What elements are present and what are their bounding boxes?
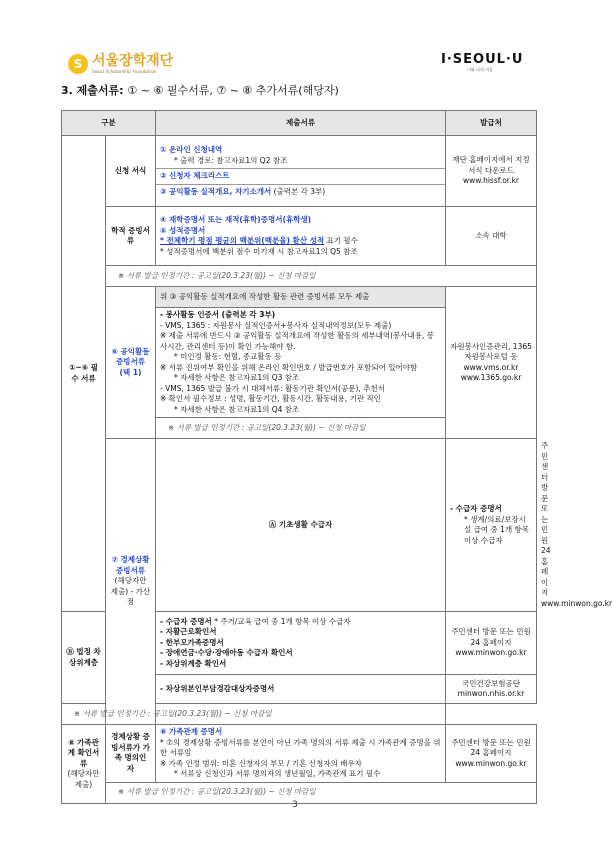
group3-documents: [156, 725, 446, 783]
public-intro: 위 ③ 공익활동 실적개요에 작성한 활동 관련 증빙서류 모두 제출: [156, 287, 446, 308]
group3-label-sub: (해당자만 제출): [67, 769, 100, 789]
group3-issuer: 주민센터 방문 또는 민원24 홈페이지 www.minwon.go.kr: [446, 725, 537, 783]
page-number: 3: [292, 800, 298, 810]
doc-see-q4: * 자세한 사항은 참고자료1의 Q4 참조: [174, 404, 300, 414]
doc-legal-cert: - 수급자 증명서: [160, 616, 212, 626]
doc-basic-note: * 생계/의료/보장시설 급여 중 1개 항목 이상 수급자: [464, 514, 530, 545]
doc-volunteer-cert: - 봉사활동 인증서 (출력본 각 3부): [160, 310, 276, 319]
group2-label: ⑦ 경제상황 증빙서류: [111, 555, 150, 575]
doc-family-range: ※ 가족 인정 범위: 미혼 신청자의 부모 / 기혼 신청자의 배우자: [160, 758, 362, 768]
doc-family-note: * 서류상 신청인과 서류 명의자의 생년월일, 가족관계 표기 필수: [174, 769, 381, 778]
academic-documents: [156, 207, 446, 266]
public-subcategory: ⑥ 공익활동 증빙서류 (택 1): [106, 287, 156, 439]
doc-family-purpose: * ⑦의 경제상황 증빙서류를 본인이 아닌 가족 명의의 서류 제출 시 가족관계 증명을 위한 서류임: [160, 737, 441, 757]
doc-confirmation-info: ※ 확인서 필수정보 : 성명, 활동기간, 활동시간, 활동내용, 기관 직인: [160, 394, 381, 403]
doc-online-application-note: * 출력 경로: 참고자료1의 Q2 참조: [174, 155, 288, 165]
legal-subcategory: Ⓑ 법정 차상위계층: [62, 612, 106, 704]
form-subcategory: 신청 서식: [106, 136, 156, 207]
foundation-logo: [68, 50, 173, 78]
table-row: [62, 136, 537, 207]
section-title-num: 3. 제출서류:: [61, 84, 124, 97]
academic-issuer: 소속 대학: [446, 207, 537, 266]
doc-see-q3: * 자세한 사항은 참고자료1의 Q3 참조: [174, 373, 300, 382]
doc-disability: - 장애연금·수당·장애아동 수급자 확인서: [160, 648, 293, 658]
doc-basic-cert: - 수급자 증명서: [450, 504, 502, 513]
doc-verification-number: ※ 서류 진위여부 확인을 위해 온라인 확인번호 / 발급번호가 포함되어 있어야함: [160, 362, 418, 372]
group3-subcategory: 경제상황 증빙서류가 가족 명의인 자: [106, 725, 156, 783]
table-row: [62, 207, 537, 266]
basic-subcategory: Ⓐ 기초생활 수급자: [156, 439, 446, 612]
doc-near-poverty: - 차상위계층 확인서: [160, 658, 227, 668]
doc-transcript: ⑤ 성적증명서: [160, 225, 206, 235]
doc-legal-cert-line: [160, 617, 441, 628]
table-row: ⑦ 경제상황 증빙서류 (해당자만 제출) - 가산점 Ⓐ 기초생활 수급자 - 수급자 증명서 * 생계/의료/보장시설 급여 중 1개 항목 이상 수급자 주민센터 방문 또는 민원24 홈페이지 www.minwon.go.kr: [62, 439, 537, 612]
table-row: [62, 704, 537, 725]
header-category: 구분: [62, 111, 156, 136]
iseoulu-logo: [441, 52, 524, 73]
group3-deadline-note: ※ 서류 발급 인정기간 : 공고일(20.3.23(월)) ~ 신청 마감일: [106, 782, 537, 803]
doc-transcript-note: * 성적증명서에 백분위 점수 미기재 시 참고자료1의 Q5 참조: [160, 246, 358, 256]
documents-table: [61, 110, 612, 804]
doc-activity-summary: ③ 공익활동 실적개요, 자기소개서: [160, 186, 272, 196]
doc-checklist: ② 신청자 체크리스트: [156, 168, 445, 182]
doc-not-accepted: * 미인정 활동: 현혈, 종교활동 등: [174, 352, 282, 361]
doc-activity-summary-note: (출력본 각 3부): [273, 186, 326, 196]
form-documents: [156, 136, 446, 207]
table-row: [62, 266, 537, 287]
doc-online-application: ① 온라인 신청내역: [160, 145, 223, 154]
academic-deadline-note: ※ 서류 발급 인정기간 : 공고일(20.3.23(월)) ~ 신청 마감일: [106, 266, 537, 287]
doc-single-parent: - 한부모가족증명서: [160, 637, 224, 647]
legal-issuer2: 국민건강보험공단 minwon.nhis.or.kr: [446, 675, 537, 704]
foundation-name-ko: 서울장학재단: [92, 53, 174, 69]
basic-documents: [446, 439, 537, 612]
doc-detail-requirement: ※ 제출 서류에 반드시 ③ 공익활동 실적개요에 작성한 활동의 세부내역(봉사내용, 봉사시간, 관리센터 등)이 확인 가능해야 함.: [160, 331, 434, 351]
group2-label-cell: [106, 439, 156, 725]
form-issuer: 재단 홈페이지에서 지정서식 다운로드 www.hissf.or.kr: [446, 136, 537, 207]
group2-deadline-note: ※ 서류 발급 인정기간 : 공고일(20.3.23(월)) ~ 신청 마감일: [62, 704, 446, 725]
doc-activity-summary-line: [156, 184, 445, 198]
doc-family-cert: ⑧ 가족관계 증명서: [160, 727, 223, 736]
table-row: [62, 287, 537, 308]
group2-label-sub: (해당자만 제출) - 가산점: [110, 576, 151, 607]
table-row: [62, 782, 537, 803]
group3-label: ⑧ 가족관계 확인서류: [67, 737, 100, 768]
group3-label-cell: [62, 725, 106, 804]
doc-legal-cert-note: * 주거/교육 급여 중 1개 항목 이상 수급자: [214, 616, 351, 626]
doc-copay-reduction: - 차상위본인부담경감대상자증명서: [156, 675, 446, 704]
doc-enrollment: ④ 재학증명서 또는 재적(휴학)증명서(휴학생): [160, 215, 312, 224]
header-documents: 제출서류: [156, 111, 446, 136]
table-header-row: [62, 111, 537, 136]
section-title: [61, 82, 339, 98]
public-deadline-note: ※ 서류 발급 인정기간 : 공고일(20.3.23(월)) ~ 신청 마감일: [156, 418, 446, 439]
table-row: [62, 725, 537, 783]
header-issuer: 발급처: [446, 111, 537, 136]
doc-transcript-requirement-tail: 표기 필수: [326, 236, 358, 245]
public-documents: [156, 308, 446, 418]
academic-subcategory: 학적 증빙서류: [106, 207, 156, 266]
iseoulu-logo-en: I·SEOUL·U: [441, 52, 524, 67]
legal-documents: [156, 612, 446, 675]
foundation-emblem-icon: S: [68, 54, 88, 74]
foundation-name: [92, 54, 173, 74]
group1-label: ①~⑥ 필수 서류: [62, 136, 106, 612]
doc-vms-1365: - VMS, 1365 : 자원봉사 실적인증서+봉사자 실적내역정보(모두 제출): [160, 320, 392, 330]
doc-transcript-note-line: [160, 236, 441, 247]
section-title-rest: ① ~ ⑥ 필수서류, ⑦ ~ ⑧ 추가서류(해당자): [127, 84, 339, 97]
legal-issuer: 주민센터 방문 또는 민원24 홈페이지 www.minwon.go.kr: [446, 612, 537, 675]
iseoulu-logo-ko: 너와 나의 서울: [467, 67, 493, 72]
doc-alternative: - VMS, 1365 발급 불가 시 대체서류: 활동기관 확인서(공문), 추천서: [160, 383, 385, 393]
foundation-name-en: Seoul Scholarship Foundation: [92, 69, 157, 74]
doc-self-support: - 자활근로확인서: [160, 627, 217, 637]
public-issuer: 자원봉사인증관리, 1365자원봉사포털 등 www.vms.or.kr www.1365.go.kr: [446, 287, 537, 439]
doc-transcript-requirement: * 전체학기 평점 평균의 백분위(백분율) 환산 성적: [160, 236, 325, 245]
